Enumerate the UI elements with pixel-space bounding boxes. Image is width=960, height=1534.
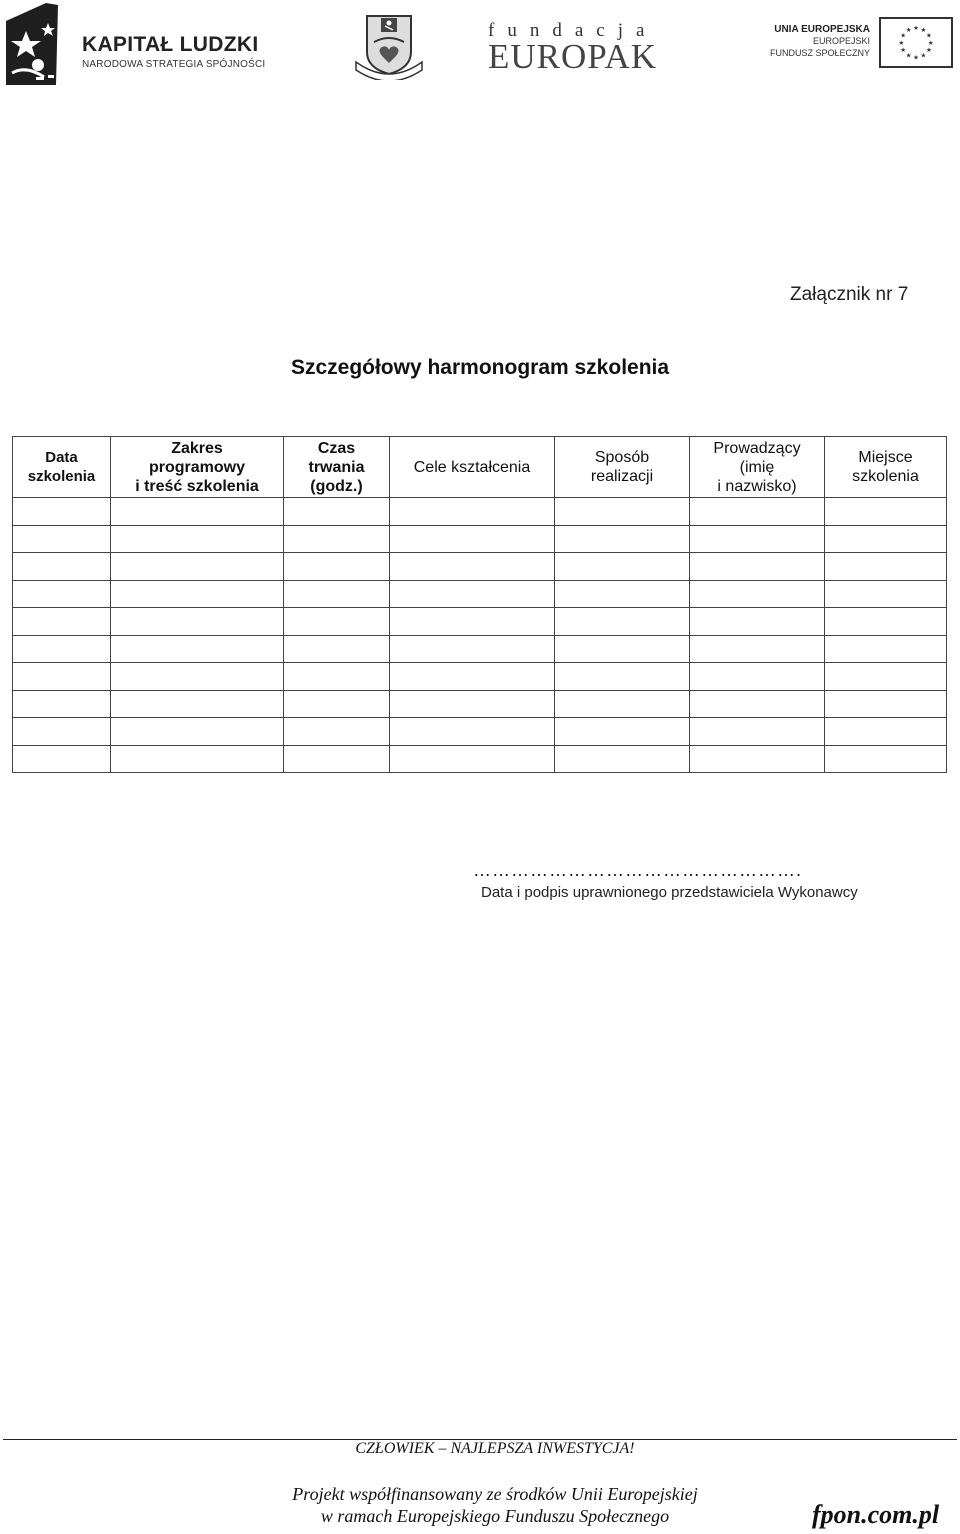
svg-text:★: ★ xyxy=(900,31,906,40)
eu-flag-icon xyxy=(879,17,953,68)
table-cell[interactable] xyxy=(555,498,690,526)
table-cell[interactable] xyxy=(13,525,111,553)
table-cell[interactable] xyxy=(690,718,825,746)
table-cell[interactable] xyxy=(390,580,555,608)
table-cell[interactable] xyxy=(825,635,947,663)
table-row xyxy=(13,635,947,663)
table-row xyxy=(13,745,947,773)
kapital-ludzki-subtitle: NARODOWA STRATEGIA SPÓJNOŚCI xyxy=(82,59,266,70)
table-cell[interactable] xyxy=(690,635,825,663)
kapital-ludzki-title: KAPITAŁ LUDZKI xyxy=(82,33,259,56)
column-header-date: Data szkolenia xyxy=(13,437,111,498)
table-cell[interactable] xyxy=(390,525,555,553)
table-cell[interactable] xyxy=(690,525,825,553)
table-row xyxy=(13,663,947,691)
table-row xyxy=(13,580,947,608)
table-cell[interactable] xyxy=(825,718,947,746)
kapital-ludzki-emblem-icon xyxy=(4,3,66,85)
annex-number: Załącznik nr 7 xyxy=(790,284,909,305)
eu-title: UNIA EUROPEJSKA xyxy=(774,24,870,35)
eu-line-2: FUNDUSZ SPOŁECZNY xyxy=(770,48,871,58)
table-cell[interactable] xyxy=(555,553,690,581)
header-logos xyxy=(0,0,960,90)
footer-slogan: CZŁOWIEK – NAJLEPSZA INWESTYCJA! xyxy=(355,1440,635,1457)
table-cell[interactable] xyxy=(284,525,390,553)
fundacja-label: fundacja xyxy=(488,20,658,41)
table-cell[interactable] xyxy=(825,553,947,581)
svg-text:★: ★ xyxy=(926,31,932,40)
table-cell[interactable] xyxy=(555,690,690,718)
table-cell[interactable] xyxy=(555,580,690,608)
table-cell[interactable] xyxy=(13,690,111,718)
svg-text:★: ★ xyxy=(905,25,912,34)
table-cell[interactable] xyxy=(825,525,947,553)
svg-text:★: ★ xyxy=(927,38,934,47)
table-cell[interactable] xyxy=(690,690,825,718)
table-cell[interactable] xyxy=(690,498,825,526)
table-cell[interactable] xyxy=(825,690,947,718)
column-header-duration: Czas trwania (godz.) xyxy=(284,437,390,498)
table-row xyxy=(13,525,947,553)
table-cell[interactable] xyxy=(13,663,111,691)
table-cell[interactable] xyxy=(284,690,390,718)
table-cell[interactable] xyxy=(284,718,390,746)
table-cell[interactable] xyxy=(284,663,390,691)
table-cell[interactable] xyxy=(111,690,284,718)
column-header-method: Sposób realizacji xyxy=(555,437,690,498)
table-cell[interactable] xyxy=(13,608,111,636)
table-cell[interactable] xyxy=(390,690,555,718)
table-cell[interactable] xyxy=(825,580,947,608)
table-cell[interactable] xyxy=(13,718,111,746)
table-cell[interactable] xyxy=(825,498,947,526)
table-cell[interactable] xyxy=(111,608,284,636)
table-cell[interactable] xyxy=(111,580,284,608)
cofinanced-line-2: w ramach Europejskiego Funduszu Społecznego xyxy=(320,1506,670,1526)
svg-text:★: ★ xyxy=(898,38,905,47)
svg-text:★: ★ xyxy=(920,25,927,34)
table-cell[interactable] xyxy=(284,745,390,773)
table-cell[interactable] xyxy=(825,608,947,636)
table-cell[interactable] xyxy=(690,580,825,608)
table-cell[interactable] xyxy=(690,663,825,691)
table-cell[interactable] xyxy=(555,525,690,553)
table-cell[interactable] xyxy=(390,718,555,746)
table-cell[interactable] xyxy=(13,745,111,773)
svg-text:★: ★ xyxy=(900,46,906,55)
signature-line: ……………………………………………. xyxy=(473,860,803,880)
column-header-location: Miejsce szkolenia xyxy=(825,437,947,498)
table-cell[interactable] xyxy=(13,580,111,608)
table-cell[interactable] xyxy=(690,745,825,773)
table-cell[interactable] xyxy=(825,745,947,773)
svg-text:★: ★ xyxy=(905,51,912,60)
table-cell[interactable] xyxy=(555,745,690,773)
kapital-ludzki-logo xyxy=(4,3,264,85)
table-cell[interactable] xyxy=(284,498,390,526)
column-header-scope: Zakres programowy i treść szkolenia xyxy=(111,437,284,498)
column-header-trainer: Prowadzący (imię i nazwisko) xyxy=(690,437,825,498)
table-cell[interactable] xyxy=(111,635,284,663)
county-crest-icon xyxy=(352,12,426,80)
cofinanced-line-1: Projekt współfinansowany ze środków Unii Europejskiej xyxy=(292,1484,698,1504)
table-cell[interactable] xyxy=(555,718,690,746)
europak-label: EUROPAK xyxy=(488,37,658,76)
table-cell[interactable] xyxy=(13,498,111,526)
svg-text:★: ★ xyxy=(913,24,919,33)
table-row xyxy=(13,553,947,581)
source-watermark: fpon.com.pl xyxy=(812,1500,940,1529)
table-row xyxy=(13,690,947,718)
table-cell[interactable] xyxy=(555,635,690,663)
table-cell[interactable] xyxy=(284,635,390,663)
eu-line-1: EUROPEJSKI xyxy=(812,36,870,46)
table-cell[interactable] xyxy=(690,553,825,581)
table-row xyxy=(13,718,947,746)
table-cell[interactable] xyxy=(390,635,555,663)
table-cell[interactable] xyxy=(111,553,284,581)
table-cell[interactable] xyxy=(284,553,390,581)
eu-fund-text xyxy=(770,24,870,59)
table-cell[interactable] xyxy=(111,745,284,773)
table-cell[interactable] xyxy=(111,663,284,691)
table-cell[interactable] xyxy=(825,663,947,691)
svg-text:★: ★ xyxy=(926,46,932,55)
table-cell[interactable] xyxy=(390,608,555,636)
table-cell[interactable] xyxy=(284,580,390,608)
schedule-table xyxy=(12,436,947,773)
table-cell[interactable] xyxy=(111,498,284,526)
svg-text:★: ★ xyxy=(920,51,927,60)
svg-text:★: ★ xyxy=(913,53,919,62)
table-cell[interactable] xyxy=(390,745,555,773)
table-cell[interactable] xyxy=(555,608,690,636)
fundacja-europak-logo xyxy=(488,20,703,76)
table-cell[interactable] xyxy=(390,553,555,581)
table-header-row xyxy=(13,437,947,498)
table-cell[interactable] xyxy=(13,553,111,581)
table-row xyxy=(13,498,947,526)
table-cell[interactable] xyxy=(690,608,825,636)
signature-label: Data i podpis uprawnionego przedstawiciela Wykonawcy xyxy=(481,884,858,901)
table-cell[interactable] xyxy=(390,498,555,526)
schedule-table-body xyxy=(13,498,947,773)
document-title: Szczegółowy harmonogram szkolenia xyxy=(290,356,670,379)
table-cell[interactable] xyxy=(555,663,690,691)
table-cell[interactable] xyxy=(111,718,284,746)
table-row xyxy=(13,608,947,636)
table-cell[interactable] xyxy=(111,525,284,553)
column-header-goals: Cele kształcenia xyxy=(390,437,555,498)
table-cell[interactable] xyxy=(13,635,111,663)
table-cell[interactable] xyxy=(284,608,390,636)
table-cell[interactable] xyxy=(390,663,555,691)
